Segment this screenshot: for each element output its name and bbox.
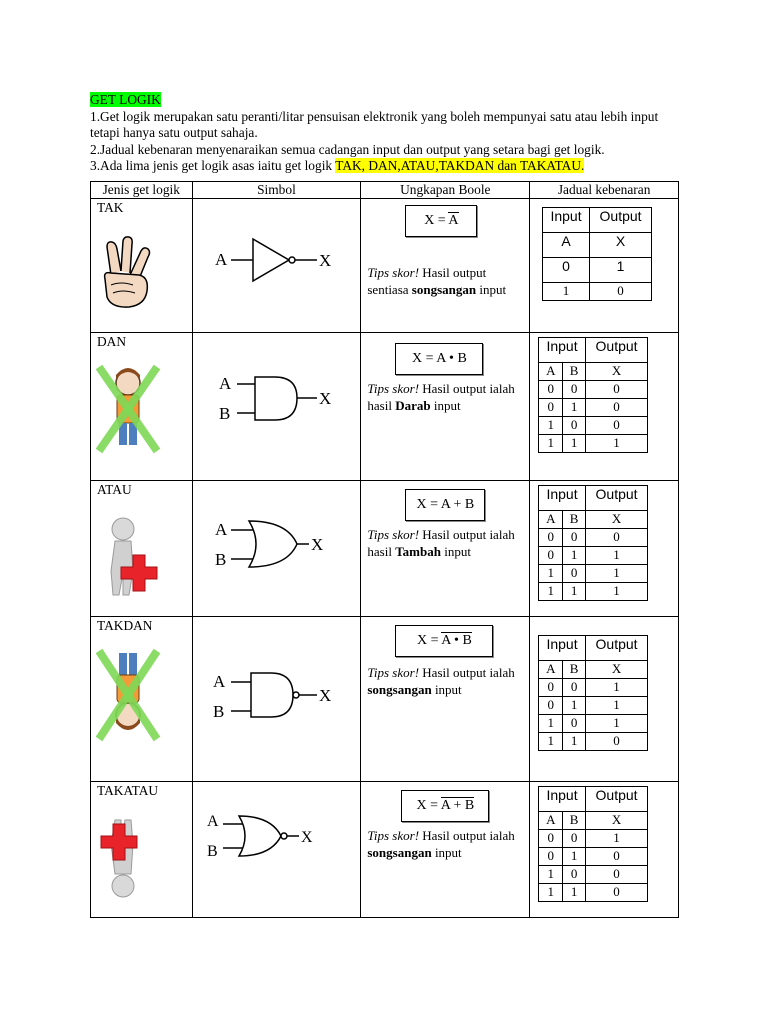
truth-table-input-header: Input: [539, 486, 586, 511]
input-b-label: B: [212, 702, 224, 721]
tip-keyword: Tambah: [395, 543, 441, 559]
truth-table-cell: 1: [585, 583, 647, 601]
tip-lead: Tips skor!: [367, 527, 420, 542]
truth-table: [538, 485, 648, 601]
truth-table-output-header: Output: [585, 787, 647, 812]
expr-text: X =: [424, 213, 449, 228]
expr-text: X = A + B: [416, 497, 475, 512]
gate-name: TAK: [97, 200, 124, 215]
tip-text: [367, 381, 527, 414]
truth-table: [542, 207, 652, 301]
truth-table-input-header: Input: [539, 636, 586, 661]
truth-table-input-header: Input: [539, 787, 586, 812]
table-row: [91, 481, 679, 617]
expr-text: X = A • B: [411, 351, 467, 366]
tip-pre: Hasil output sentiasa: [367, 265, 487, 297]
crossed-inverted-girl-icon: [95, 647, 161, 745]
truth-table-col-a: A: [539, 511, 563, 529]
expr-inverted: A: [448, 213, 459, 228]
truth-table-cell: 0: [539, 547, 563, 565]
expr-text: X =: [416, 633, 442, 648]
input-a-label: A: [206, 813, 219, 830]
truth-table-cell: 1: [563, 733, 585, 751]
nor-gate-symbol: [193, 782, 361, 917]
truth-table-cell: 1: [585, 715, 647, 733]
gate-list-highlight: TAK, DAN,ATAU,TAKDAN dan TAKATAU.: [335, 158, 585, 173]
boolean-expression: [395, 343, 483, 375]
intro-point-3: [90, 158, 690, 175]
intro-point-2: 2.Jadual kebenaran menyenaraikan semua cadangan input dan output yang setara bagi get logik.: [90, 141, 605, 157]
truth-table-output-header: Output: [589, 208, 651, 233]
truth-table-cell: 0: [539, 529, 563, 547]
tip-lead: Tips skor!: [367, 665, 420, 680]
truth-table-cell: 0: [585, 529, 647, 547]
truth-table-cell: 1: [585, 830, 647, 848]
tip-keyword: songsangan: [367, 844, 432, 860]
input-b-label: B: [214, 550, 226, 569]
and-gate-symbol: [193, 333, 361, 480]
tip-pre: Hasil output ialah: [419, 828, 515, 843]
or-gate-symbol: [193, 481, 361, 616]
truth-table-cell: 1: [563, 848, 585, 866]
truth-table-col-a: A: [539, 812, 563, 830]
header-symbol: Simbol: [192, 182, 361, 199]
input-b-label: B: [218, 404, 230, 423]
truth-table-cell: 0: [539, 399, 563, 417]
boolean-expression: [401, 790, 489, 822]
truth-table-cell: 0: [539, 679, 563, 697]
expr-inverted: A • B: [441, 633, 472, 648]
truth-table-cell: 0: [563, 830, 585, 848]
truth-table-cell: 0: [585, 399, 647, 417]
intro-point-1: 1.Get logik merupakan satu peranti/litar pensuisan elektronik yang boleh mempunyai satu atau lebih input tetapi hanya satu output sahaja.: [90, 108, 659, 140]
truth-table-cell: 0: [539, 830, 563, 848]
figure-with-plus-icon: [99, 515, 165, 601]
table-row: [91, 199, 679, 333]
input-b-label: B: [206, 843, 218, 860]
tip-text: [367, 665, 527, 698]
truth-table-cell: 1: [539, 733, 563, 751]
truth-table-cell: 1: [585, 679, 647, 697]
truth-table-cell: 0: [585, 884, 647, 902]
gate-name: TAKDAN: [97, 618, 153, 633]
tip-text: [367, 265, 527, 298]
truth-table-cell: 0: [563, 715, 585, 733]
nand-gate-symbol: [193, 617, 361, 781]
header-gate-type: Jenis get logik: [91, 182, 193, 199]
truth-table-cell: 1: [539, 417, 563, 435]
truth-table-cell: 0: [563, 679, 585, 697]
hand-gesture-icon: [97, 235, 157, 311]
truth-table-col-a: A: [539, 363, 563, 381]
truth-table-col-x: X: [585, 363, 647, 381]
truth-table-cell: 0: [563, 529, 585, 547]
tip-lead: Tips skor!: [367, 381, 420, 396]
truth-table-cell: 0: [539, 848, 563, 866]
truth-table-col-b: B: [563, 511, 585, 529]
truth-table-col-x: X: [585, 511, 647, 529]
tip-pre: Hasil output ialah hasil: [367, 527, 515, 559]
truth-table-cell: 0: [585, 417, 647, 435]
truth-table-output-header: Output: [585, 486, 647, 511]
tip-lead: Tips skor!: [367, 265, 420, 280]
tip-post: input: [431, 844, 462, 860]
not-gate-symbol: [193, 199, 361, 332]
table-row: [91, 617, 679, 782]
table-row: [91, 333, 679, 481]
truth-table-cell: 1: [539, 884, 563, 902]
tip-pre: Hasil output ialah hasil: [367, 381, 515, 413]
truth-table-output-header: Output: [585, 338, 647, 363]
truth-table-col-a: A: [543, 233, 590, 258]
truth-table-cell: 1: [539, 435, 563, 453]
truth-table-col-x: X: [585, 661, 647, 679]
truth-table-cell: 0: [585, 866, 647, 884]
truth-table-cell: 1: [585, 697, 647, 715]
intro-point-3-text: 3.Ada lima jenis get logik asas iaitu get logik: [90, 158, 336, 173]
truth-table-cell: 0: [563, 417, 585, 435]
truth-table-col-x: X: [585, 812, 647, 830]
logic-gate-table: [90, 181, 679, 918]
tip-keyword: songsangan: [367, 681, 432, 697]
truth-table: [538, 635, 648, 751]
boolean-expression: [395, 625, 493, 657]
truth-table-cell: 0: [589, 283, 651, 301]
truth-table-cell: 1: [539, 583, 563, 601]
tip-post: input: [440, 543, 471, 559]
truth-table-cell: 0: [543, 258, 590, 283]
truth-table-cell: 0: [585, 848, 647, 866]
tip-post: input: [476, 281, 507, 297]
truth-table-cell: 1: [585, 435, 647, 453]
truth-table-col-a: A: [539, 661, 563, 679]
tip-pre: Hasil output ialah: [419, 665, 515, 680]
expr-text: X =: [416, 798, 441, 813]
truth-table-col-b: B: [563, 363, 585, 381]
truth-table-cell: 1: [563, 583, 585, 601]
truth-table-col-b: B: [563, 661, 585, 679]
input-a-label: A: [214, 250, 227, 269]
truth-table: [538, 337, 648, 453]
truth-table-cell: 0: [585, 733, 647, 751]
output-x-label: X: [318, 251, 331, 270]
boolean-expression: [405, 205, 477, 237]
truth-table-cell: 1: [539, 565, 563, 583]
table-header-row: [91, 182, 679, 199]
gate-name: TAKATAU: [97, 783, 159, 798]
input-a-label: A: [218, 374, 231, 393]
truth-table-cell: 1: [563, 435, 585, 453]
truth-table-cell: 1: [589, 258, 651, 283]
truth-table-input-header: Input: [543, 208, 590, 233]
truth-table-cell: 1: [563, 884, 585, 902]
page-heading: GET LOGIK: [90, 92, 161, 107]
intro-text: [90, 92, 690, 175]
truth-table-col-b: B: [563, 812, 585, 830]
output-x-label: X: [318, 389, 331, 408]
crossed-girl-icon: [95, 361, 161, 457]
truth-table-col-x: X: [589, 233, 651, 258]
truth-table-cell: 1: [585, 565, 647, 583]
output-x-label: X: [318, 686, 331, 705]
boolean-expression: [405, 489, 485, 521]
truth-table-cell: 1: [539, 715, 563, 733]
truth-table-cell: 0: [563, 565, 585, 583]
tip-keyword: Darab: [395, 397, 431, 413]
inverted-figure-with-plus-icon: [99, 814, 165, 904]
truth-table-cell: 1: [539, 866, 563, 884]
truth-table-cell: 1: [563, 697, 585, 715]
truth-table-cell: 1: [563, 547, 585, 565]
tip-text: [367, 828, 527, 861]
gate-name: DAN: [97, 334, 127, 349]
truth-table-cell: 0: [539, 381, 563, 399]
tip-lead: Tips skor!: [367, 828, 420, 843]
truth-table-cell: 0: [539, 697, 563, 715]
tip-keyword: songsangan: [411, 281, 477, 297]
header-truth-table: Jadual kebenaran: [530, 182, 679, 199]
truth-table-cell: 1: [543, 283, 590, 301]
input-a-label: A: [214, 520, 227, 539]
truth-table-cell: 1: [563, 399, 585, 417]
truth-table-cell: 0: [563, 381, 585, 399]
truth-table-cell: 0: [585, 381, 647, 399]
gate-name: ATAU: [97, 482, 132, 497]
table-row: [91, 782, 679, 918]
truth-table-input-header: Input: [539, 338, 586, 363]
truth-table-cell: 0: [563, 866, 585, 884]
input-a-label: A: [212, 672, 225, 691]
header-boolean-expression: Ungkapan Boole: [361, 182, 530, 199]
expr-inverted: A + B: [440, 798, 475, 813]
truth-table-output-header: Output: [585, 636, 647, 661]
tip-post: input: [431, 681, 462, 697]
tip-text: [367, 527, 527, 560]
truth-table-cell: 1: [585, 547, 647, 565]
truth-table: [538, 786, 648, 902]
output-x-label: X: [310, 535, 323, 554]
tip-post: input: [430, 397, 461, 413]
output-x-label: X: [300, 829, 313, 846]
